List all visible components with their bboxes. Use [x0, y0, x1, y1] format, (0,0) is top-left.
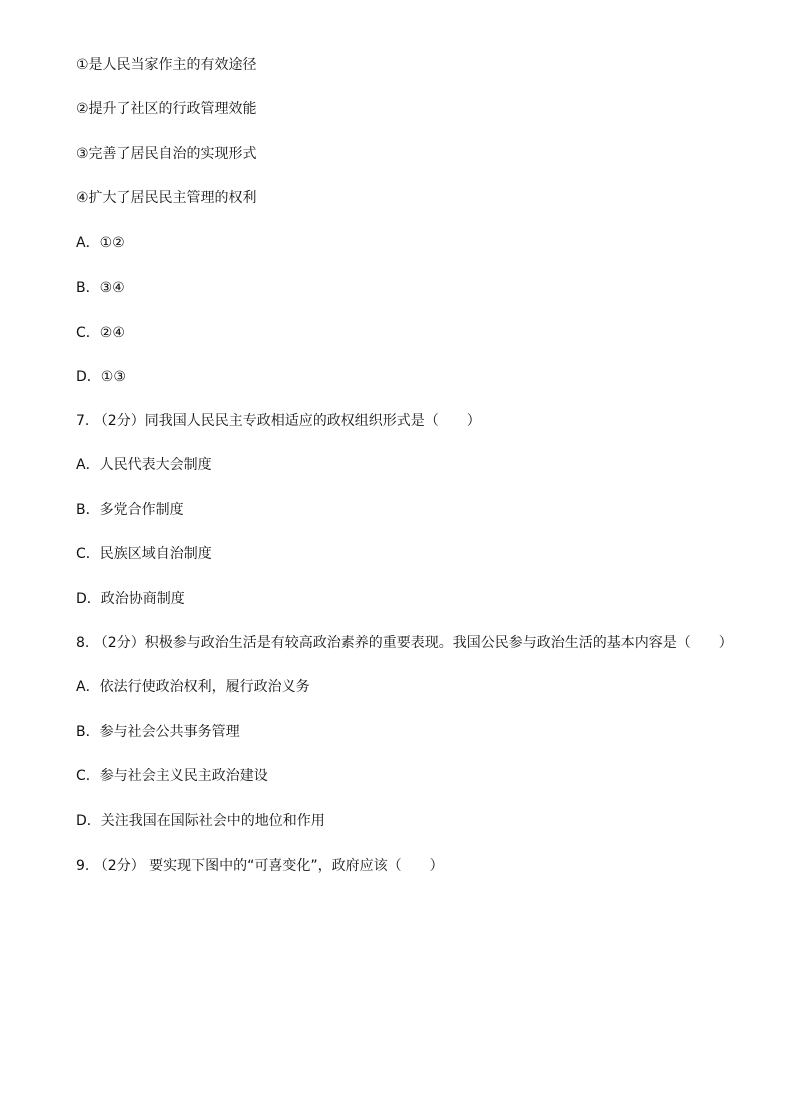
q8-option-b[interactable]: B．参与社会公共事务管理	[76, 724, 240, 740]
statement-2: ②提升了社区的行政管理效能	[76, 101, 257, 117]
statement-3: ③完善了居民自治的实现形式	[76, 146, 257, 162]
q7-option-d[interactable]: D．政治协商制度	[76, 591, 185, 607]
q9-stem: 9. （2分） 要实现下图中的“可喜变化”，政府应该（ ）	[76, 858, 444, 874]
statement-1: ①是人民当家作主的有效途径	[76, 57, 257, 73]
q7-option-b[interactable]: B．多党合作制度	[76, 502, 184, 518]
q6-option-c[interactable]: C．②④	[76, 325, 125, 341]
q8-option-d[interactable]: D．关注我国在国际社会中的地位和作用	[76, 813, 325, 829]
q8-option-c[interactable]: C．参与社会主义民主政治建设	[76, 768, 268, 784]
q7-option-a[interactable]: A．人民代表大会制度	[76, 457, 212, 473]
q7-option-c[interactable]: C．民族区域自治制度	[76, 546, 212, 562]
q8-stem: 8. （2分）积极参与政治生活是有较高政治素养的重要表现。我国公民参与政治生活的基本内容是（ ）	[76, 635, 733, 651]
statement-4: ④扩大了居民民主管理的权利	[76, 190, 257, 206]
q7-stem: 7. （2分）同我国人民民主专政相适应的政权组织形式是（ ）	[76, 413, 481, 429]
q8-option-a[interactable]: A．依法行使政治权利，履行政治义务	[76, 679, 310, 695]
q6-option-d[interactable]: D．①③	[76, 369, 126, 385]
q6-option-b[interactable]: B．③④	[76, 280, 125, 296]
q6-option-a[interactable]: A．①②	[76, 235, 125, 251]
